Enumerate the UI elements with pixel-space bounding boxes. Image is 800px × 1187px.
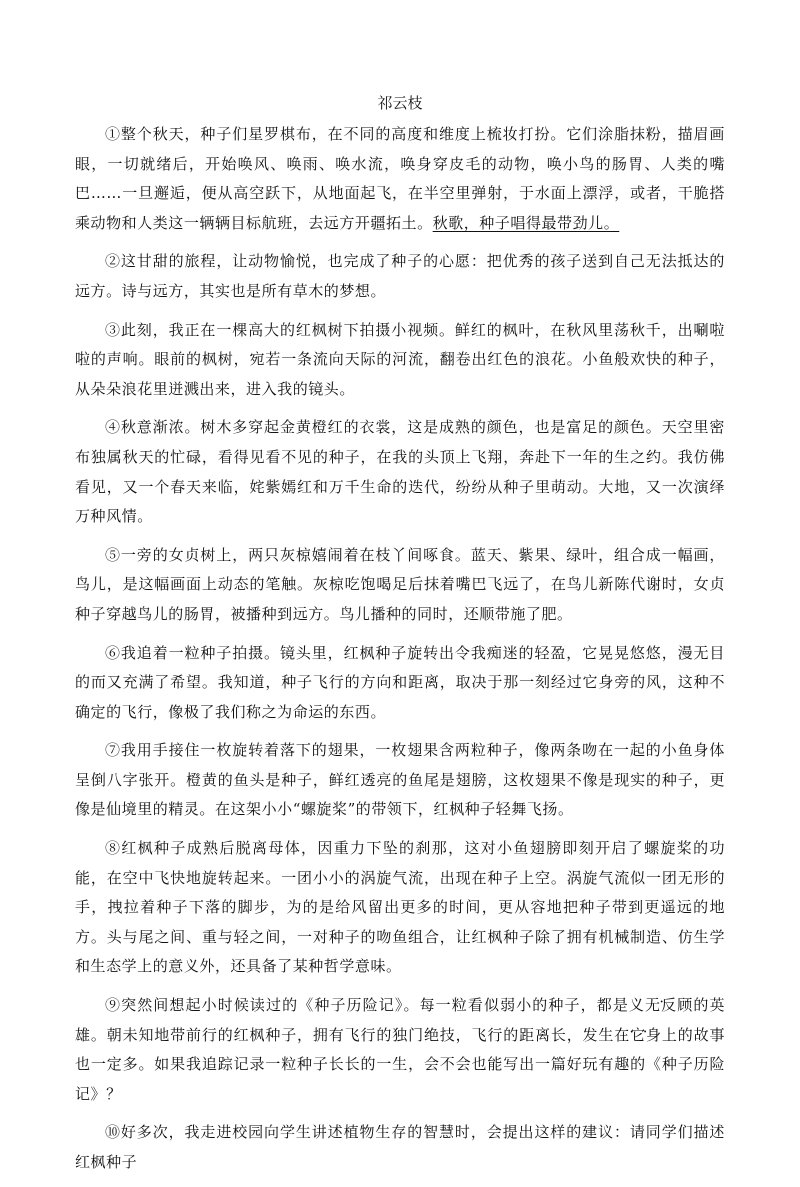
paragraph-1-underlined-sentence: 秋歌，种子唱得最带劲儿。 — [432, 213, 620, 232]
paragraph-8: ⑧红枫种子成熟后脱离母体，因重力下坠的刹那，这对小鱼翅膀即刻开启了螺旋桨的功能，在空中飞快地旋转起来。一团小小的涡旋气流，出现在种子上空。涡旋气流似一团无形的手，拽拉着种子下落的脚步，为的是给风留出更多的时间，更从容地把种子带到更遥远的地方。头与尾之间、重与轻之间，一对种子的吻鱼组合，让红枫种子除了拥有机械制造、仿生学和生态学上的意义外，还具备了某种哲学意味。 — [75, 839, 725, 976]
paragraph-1-text: ①整个秋天，种子们星罗棋布，在不同的高度和维度上梳妆打扮。它们涂脂抹粉，描眉画眼，一切就绪后，开始唤风、唤雨、唤水流，唤身穿皮毛的动物，唤小鸟的肠胃、人类的嘴巴……一旦邂逅，便从高空跃下，从地面起飞，在半空里弹射，于水面上漂浮，或者，干脆搭乘动物和人类这一辆辆目标航班，去远方开疆拓土。 — [75, 125, 725, 232]
paragraph-7: ⑦我用手接住一枚旋转着落下的翅果，一枚翅果含两粒种子，像两条吻在一起的小鱼身体呈倒八字张开。橙黄的鱼头是种子，鲜红透亮的鱼尾是翅膀，这枚翅果不像是现实的种子，更像是仙境里的精灵。在这架小小“螺旋桨”的带领下，红枫种子轻舞飞扬。 — [75, 741, 725, 819]
paragraph-6: ⑥我追着一粒种子拍摄。镜头里，红枫种子旋转出令我痴迷的轻盈，它晃晃悠悠，漫无目的而又充满了希望。我知道，种子飞行的方向和距离，取决于那一刻经过它身旁的风，这种不确定的飞行，像极了我们称之为命运的东西。 — [75, 643, 725, 721]
paragraph-9-text-a: ⑨突然间想起小时候读过的《种子历险记》。每一粒看似弱小的种子，都是 — [105, 996, 629, 1015]
paragraph-9 — [75, 991, 725, 1109]
paragraph-2: ②这甘甜的旅程，让动物愉悦，也完成了种子的心愿：把优秀的孩子送到自己无法抵达的远方。诗与远方，其实也是所有草木的梦想。 — [75, 252, 725, 300]
paragraph-3: ③此刻，我正在一棵高大的红枫树下拍摄小视频。鲜红的枫叶，在秋风里荡秋千，出唰啦啦的声响。眼前的枫树，宛若一条流向天际的河流，翻卷出红色的浪花。小鱼般欢快的种子，从朵朵浪花里迸溅出来，进入我的镜头。 — [75, 320, 725, 398]
emphasis-dotted-phrase: 义无反顾 • • • • — [629, 996, 693, 1014]
paragraph-5: ⑤一旁的女贞树上，两只灰椋嬉闹着在枝丫间啄食。蓝天、紫果、绿叶，组合成一幅画，鸟儿，是这幅画面上动态的笔触。灰椋吃饱喝足后抹着嘴巴飞远了，在鸟儿新陈代谢时，女贞种子穿越鸟儿的肠胃，被播种到远方。鸟儿播种的同时，还顺带施了肥。 — [75, 545, 725, 623]
paragraph-4: ④秋意渐浓。树木多穿起金黄橙红的衣裳，这是成熟的颜色，也是富足的颜色。天空里密布独属秋天的忙碌，看得见看不见的种子，在我的头顶上飞翔，奔赴下一年的生之约。我仿佛看见，又一个春天来临，姹紫嫣红和万千生命的迭代，纷纷从种子里萌动。大地，又一次演绎万种风情。 — [75, 418, 725, 526]
paragraph-9-text-b: 的英雄。朝未知地带前行的红枫种子，拥有飞行的独门绝技，飞行的距离长，发生在它身上的故事也一定多。如果我追踪记录一粒种子长长的一生，会不会也能写出一篇好玩有趣的《种子历险记》？ — [75, 996, 725, 1103]
article-page — [75, 92, 725, 1187]
paragraph-10: ⑩好多次，我走进校园向学生讲述植物生存的智慧时，会提出这样的建议：请同学们描述红枫种子 — [75, 1123, 725, 1171]
paragraph-1 — [75, 120, 725, 238]
author-name: 祁云枝 — [377, 94, 423, 112]
